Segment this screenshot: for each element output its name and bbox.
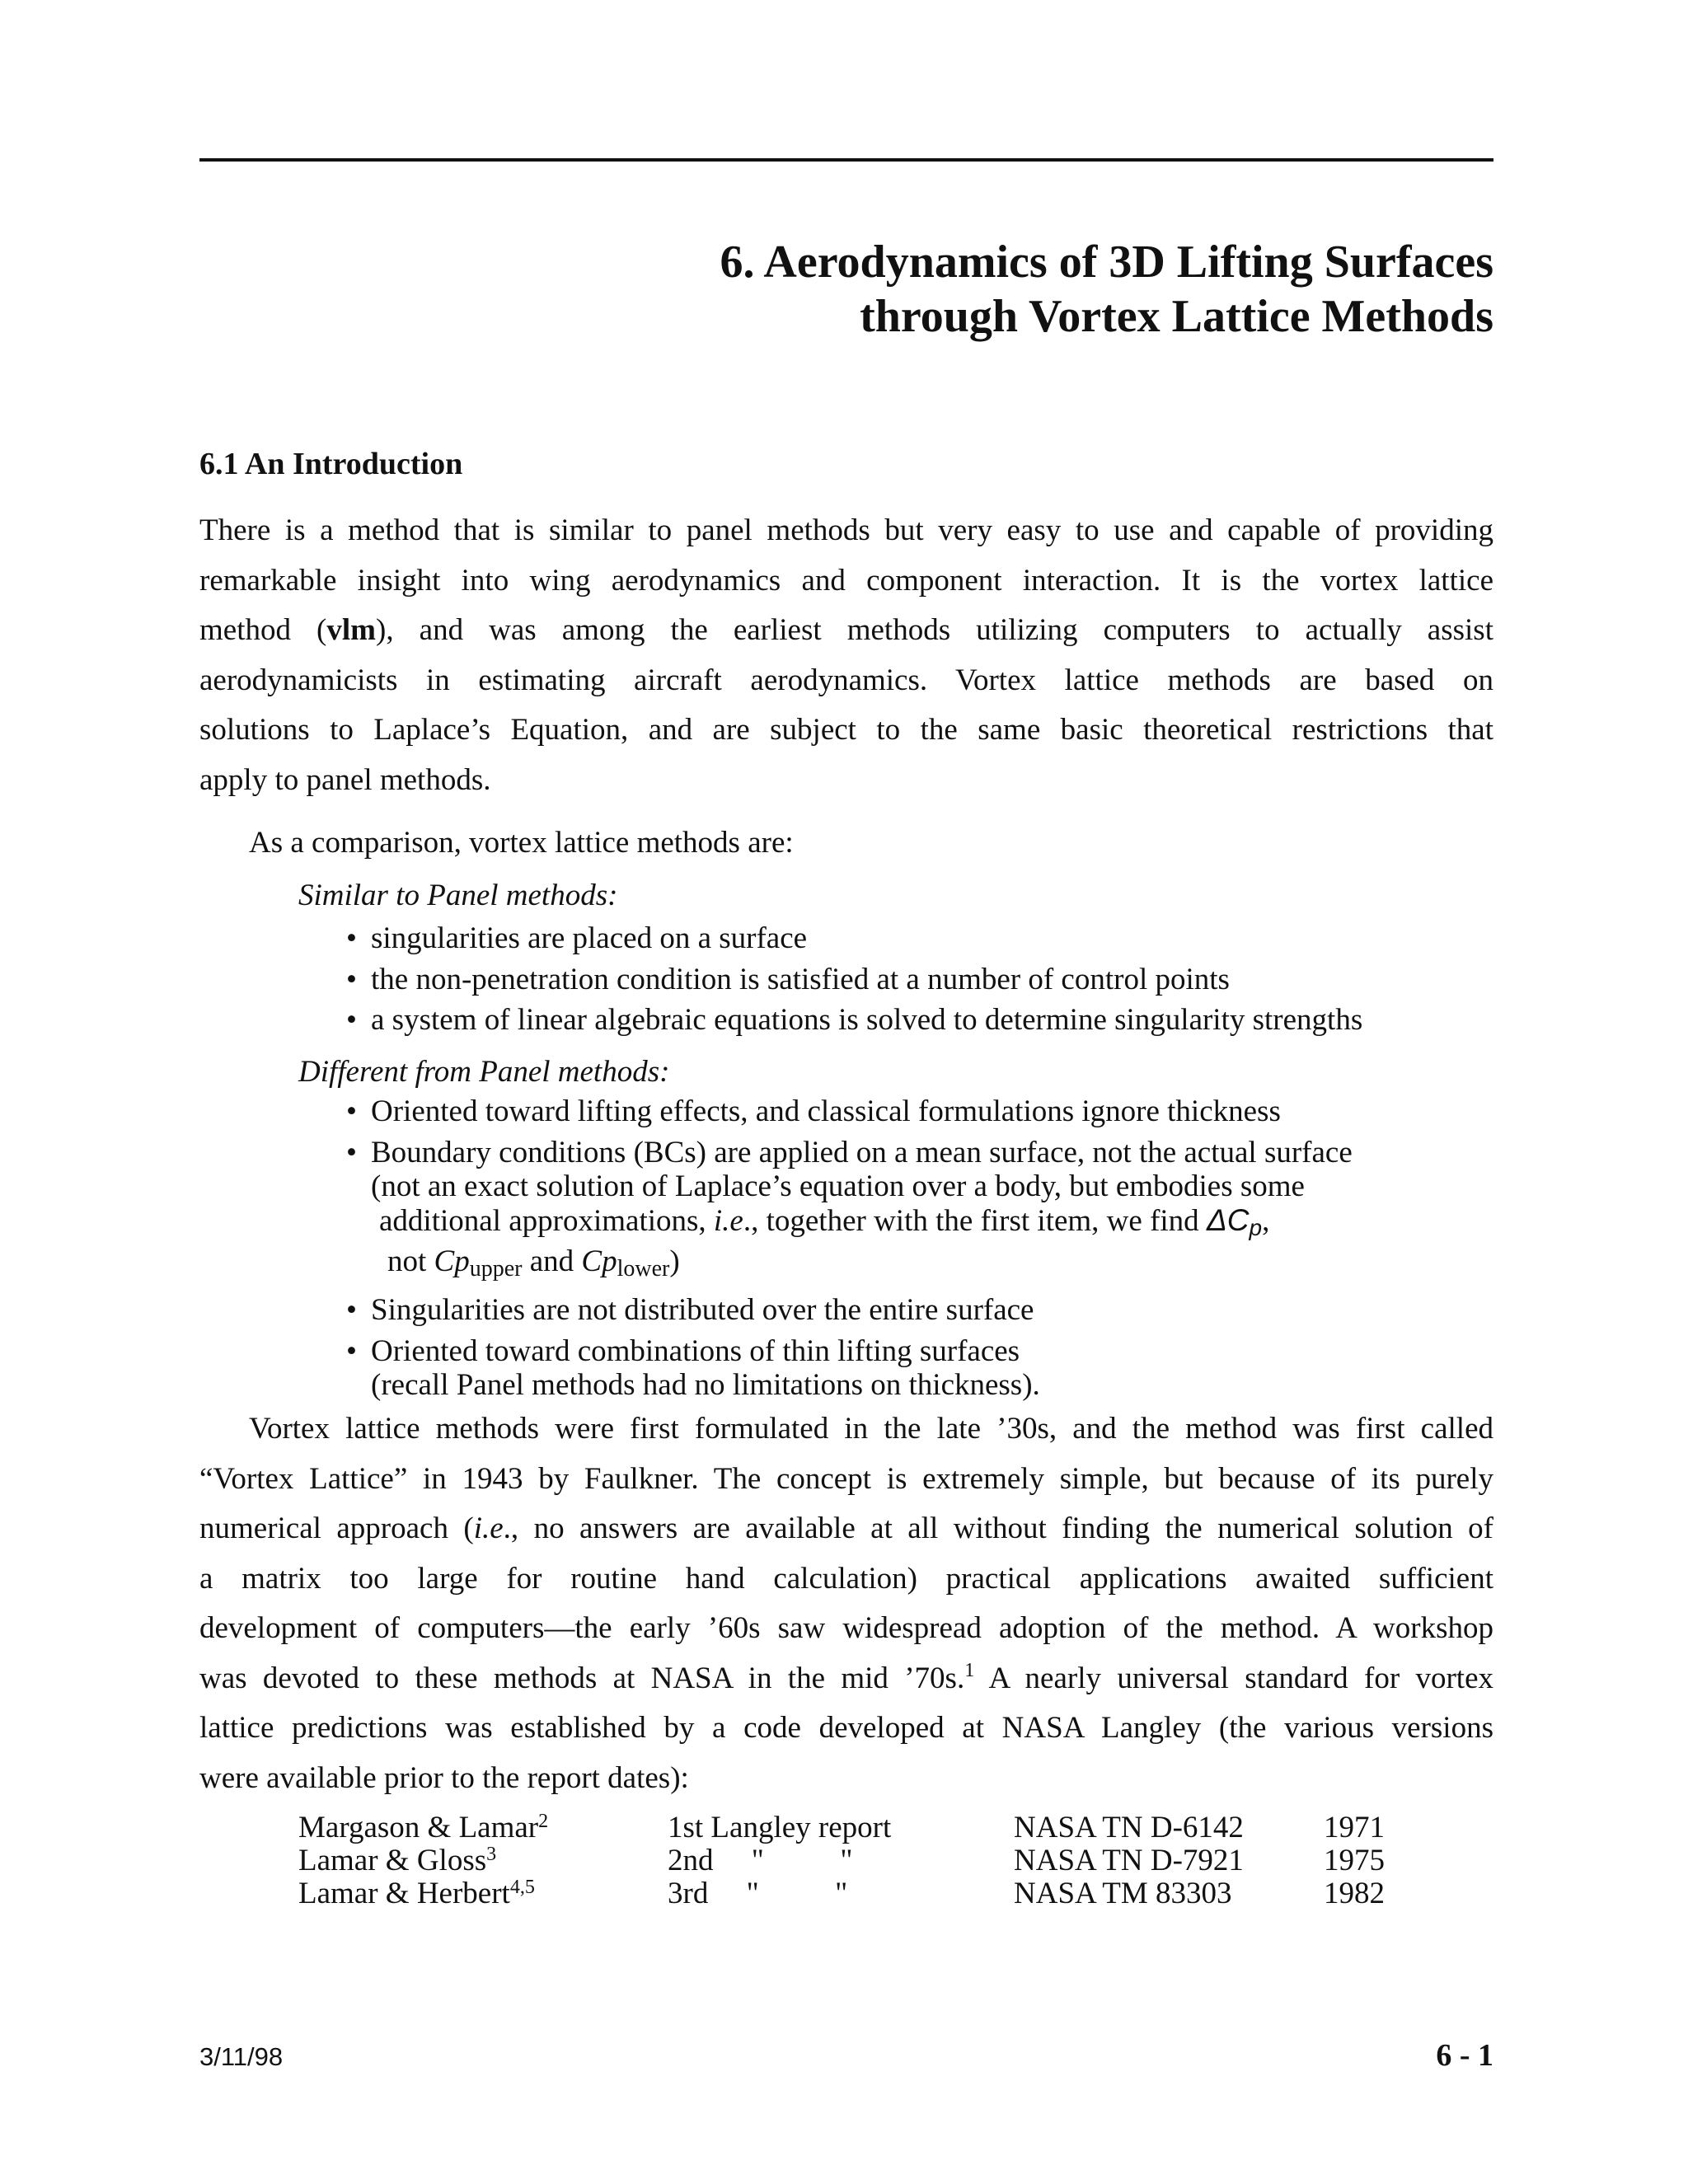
header-rule xyxy=(199,158,1493,162)
paragraph-line: a matrix too large for routine hand calculation) practical applications awaited sufficient xyxy=(199,1561,1493,1596)
paragraph-line: lattice predictions was established by a code developed at NASA Langley (the various versions xyxy=(199,1711,1493,1745)
chapter-title-line-1: 6. Aerodynamics of 3D Lifting Surfaces xyxy=(720,237,1493,288)
comparison-intro: As a comparison, vortex lattice methods are: xyxy=(249,826,794,860)
list-item: • the non-penetration condition is satisfied at a number of control points xyxy=(346,962,1230,996)
page-number: 6 - 1 xyxy=(1436,2038,1493,2073)
paragraph-line: solutions to Laplace’s Equation, and are subject to the same basic theoretical restrictions that xyxy=(199,713,1493,747)
table-row xyxy=(298,1877,1385,1910)
history-paragraph xyxy=(199,1404,1493,1803)
paragraph-line: apply to panel methods. xyxy=(199,762,491,797)
ref-report: 1st Langley report xyxy=(668,1811,892,1844)
list-item: • Boundary conditions (BCs) are applied on a mean surface, not the actual surface (not an exact solution of Laplace’s equation over a body, but embodies some additional approximations, i.e., together with the first item, we find $\Delta C_p$, not $Cp_{upper}$ and $Cp_{lower}$) xyxy=(346,1136,1353,1282)
ref-number: NASA TN D-6142 xyxy=(1014,1811,1244,1844)
ref-report: 3rd " " xyxy=(668,1877,848,1910)
paragraph-line: aerodynamicists in estimating aircraft aerodynamics. Vortex lattice methods are based on xyxy=(199,663,1493,697)
footer-date: 3/11/98 xyxy=(199,2042,284,2071)
different-list xyxy=(346,1094,1353,1409)
list-item: • singularities are placed on a surface xyxy=(346,921,808,955)
paragraph-line: method (vlm), and was among the earliest methods utilizing computers to actually assist xyxy=(199,613,1493,647)
footnote-marker: 1 xyxy=(964,1659,975,1681)
chapter-title-line-2: through Vortex Lattice Methods xyxy=(860,291,1493,342)
intro-paragraph xyxy=(199,506,1493,805)
paragraph-line: was devoted to these methods at NASA in the mid ’70s.$^1$ A nearly universal standard for vortex xyxy=(199,1659,1494,1695)
list-item: • Oriented toward combinations of thin lifting surfaces (recall Panel methods had no limitations on thickness). xyxy=(346,1334,1040,1402)
paragraph-line: numerical approach (i.e., no answers are available at all without finding the numerical solution of xyxy=(199,1511,1493,1545)
ref-year: 1971 xyxy=(1324,1811,1385,1844)
ref-authors: Lamar & Gloss$^3$ xyxy=(298,1844,497,1877)
list-item: • a system of linear algebraic equations is solved to determine singularity strengths xyxy=(346,1003,1363,1037)
table-row xyxy=(298,1844,1385,1877)
similar-heading: Similar to Panel methods: xyxy=(298,879,618,912)
chapter-title xyxy=(720,235,1494,344)
delta-cp-symbol: $\Delta C_p$ xyxy=(1206,1203,1263,1240)
similar-list xyxy=(346,918,1362,1041)
paragraph-line: “Vortex Lattice” in 1943 by Faulkner. The concept is extremely simple, but because of its purely xyxy=(199,1461,1493,1496)
vlm-abbreviation: vlm xyxy=(326,613,376,647)
ref-year: 1975 xyxy=(1324,1844,1385,1877)
references-table xyxy=(298,1811,1385,1910)
ref-year: 1982 xyxy=(1324,1877,1385,1910)
different-heading: Different from Panel methods: xyxy=(298,1055,670,1089)
paragraph-line: There is a method that is similar to panel methods but very easy to use and capable of providing xyxy=(199,513,1493,547)
ref-number: NASA TM 83303 xyxy=(1014,1877,1232,1910)
ref-authors: Lamar & Herbert$^{4,5}$ xyxy=(298,1877,535,1910)
ref-authors: Margason & Lamar$^2$ xyxy=(298,1811,549,1844)
list-item: • Singularities are not distributed over the entire surface xyxy=(346,1293,1034,1327)
table-row xyxy=(298,1811,1385,1844)
ref-number: NASA TN D-7921 xyxy=(1014,1844,1244,1877)
paragraph-line: were available prior to the report dates): xyxy=(199,1760,689,1795)
paragraph-line: remarkable insight into wing aerodynamics and component interaction. It is the vortex lattice xyxy=(199,563,1493,598)
paragraph-line: Vortex lattice methods were first formulated in the late ’30s, and the method was first called xyxy=(249,1412,1493,1446)
section-heading: 6.1 An Introduction xyxy=(199,447,463,481)
paragraph-line: development of computers—the early ’60s saw widespread adoption of the method. A workshop xyxy=(199,1611,1493,1645)
list-item: • Oriented toward lifting effects, and classical formulations ignore thickness xyxy=(346,1094,1281,1128)
ref-report: 2nd " " xyxy=(668,1844,853,1877)
